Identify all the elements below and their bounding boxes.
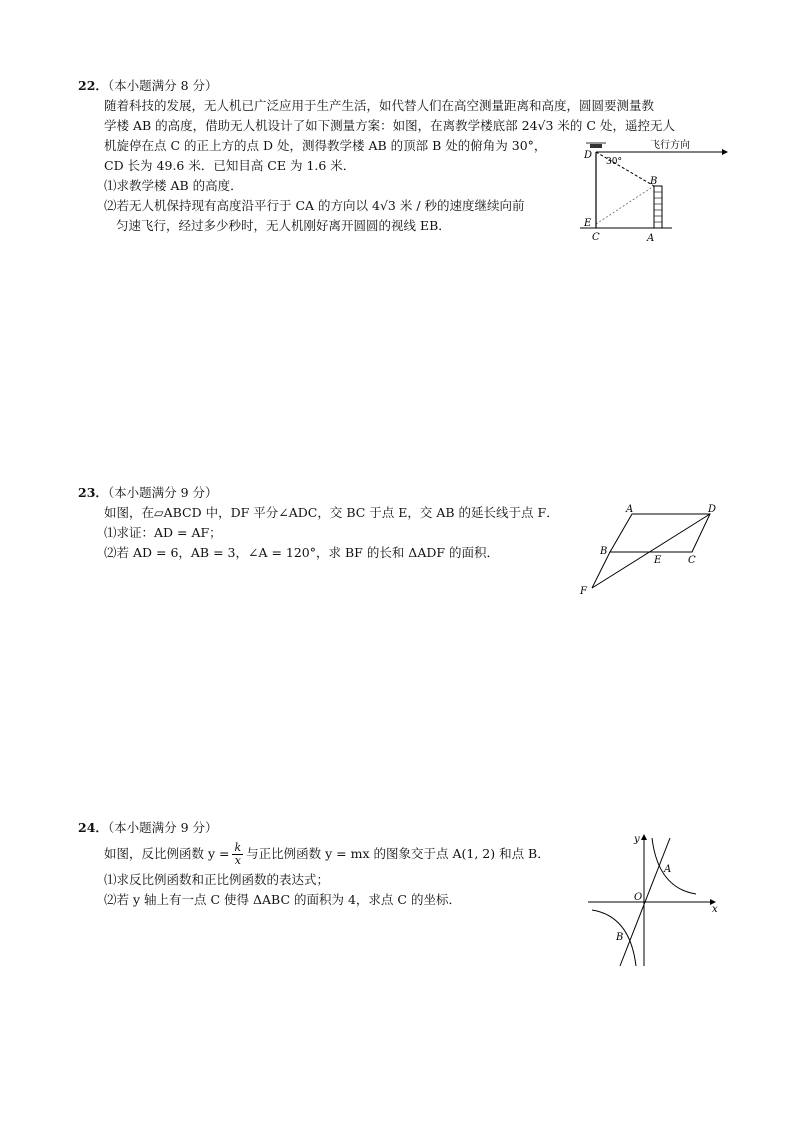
label-a: A xyxy=(647,233,655,244)
q24-score: （本小题满分 9 分） xyxy=(107,820,218,835)
q22-line2: 学楼 AB 的高度，借助无人机设计了如下测量方案：如图，在离教学楼底部 24√3 米的 C 处，遥控无人 xyxy=(104,118,675,133)
label-x: x xyxy=(712,904,718,915)
label-c: C xyxy=(688,555,696,566)
q23-score: （本小题满分 9 分） xyxy=(107,485,218,500)
fraction-denominator: x xyxy=(234,853,241,867)
label-c: C xyxy=(592,232,600,243)
label-b: B xyxy=(616,932,624,943)
q23-figure xyxy=(574,500,724,600)
label-b: B xyxy=(650,176,658,187)
q22-line4: CD 长为 49.6 米．已知目高 CE 为 1.6 米． xyxy=(104,158,356,173)
arrow-head-icon xyxy=(722,149,728,155)
y-axis-arrow-icon xyxy=(641,834,647,840)
label-e: E xyxy=(654,555,662,566)
q24-line1a: 如图，反比例函数 y = xyxy=(104,846,230,861)
q23-line1: 如图，在▱ABCD 中，DF 平分∠ADC，交 BC 于点 E，交 AB 的延长线于点 F． xyxy=(104,505,559,520)
q23-header xyxy=(78,483,598,503)
flight-direction-label: 飞行方向 xyxy=(650,140,690,151)
q22-number: 22． xyxy=(78,78,108,93)
label-a: A xyxy=(664,864,672,875)
angle-label: 30° xyxy=(606,157,622,167)
q24-number: 24． xyxy=(78,820,108,835)
sightline-eb xyxy=(596,186,654,224)
q24-sub2: ⑵若 y 轴上有一点 C 使得 ΔABC 的面积为 4，求点 C 的坐标． xyxy=(104,892,461,907)
q22-sub2b: 匀速飞行，经过多少秒时，无人机刚好离开圆圆的视线 EB． xyxy=(116,218,451,233)
question-24 xyxy=(78,818,598,910)
label-a: A xyxy=(626,504,634,515)
drone-icon xyxy=(586,143,606,148)
q24-sub1: ⑴求反比例函数和正比例函数的表达式； xyxy=(104,872,330,887)
fraction-k-over-x xyxy=(232,842,243,867)
q23-number: 23． xyxy=(78,485,108,500)
q22-score: （本小题满分 8 分） xyxy=(107,78,218,93)
label-d: D xyxy=(708,504,717,515)
fraction-numerator: k xyxy=(234,840,242,854)
label-b: B xyxy=(600,546,608,557)
q22-line1: 随着科技的发展，无人机已广泛应用于生产生活，如代替人们在高空测量距离和高度，圆圆要测量教 xyxy=(104,98,655,113)
q22-header xyxy=(78,76,738,96)
q23-sub1: ⑴求证：AD = AF； xyxy=(104,525,222,540)
q24-header xyxy=(78,818,598,838)
label-o: O xyxy=(634,892,643,903)
sightline-db xyxy=(596,152,654,186)
question-23 xyxy=(78,483,598,563)
q22-figure xyxy=(576,136,728,246)
q22-sub2a: ⑵若无人机保持现有高度沿平行于 CA 的方向以 4√3 米 / 秒的速度继续向前 xyxy=(104,198,525,213)
q24-line1b: 与正比例函数 y = mx 的图象交于点 A(1, 2) 和点 B． xyxy=(246,846,550,861)
label-y: y xyxy=(634,834,640,845)
q23-sub2: ⑵若 AD = 6，AB = 3，∠A = 120°，求 BF 的长和 ΔADF 的面积． xyxy=(104,545,500,560)
label-e: E xyxy=(584,218,592,229)
q22-line3: 机旋停在点 C 的正上方的点 D 处，测得教学楼 AB 的顶部 B 处的俯角为 30°， xyxy=(104,138,547,153)
label-d: D xyxy=(584,150,593,161)
q24-figure xyxy=(584,828,724,970)
parallelogram-abcd xyxy=(610,514,710,552)
hyperbola-branch-q3 xyxy=(592,910,636,966)
q22-sub1: ⑴求教学楼 AB 的高度． xyxy=(104,178,243,193)
q24-line1 xyxy=(104,838,598,870)
label-f: F xyxy=(580,586,587,597)
